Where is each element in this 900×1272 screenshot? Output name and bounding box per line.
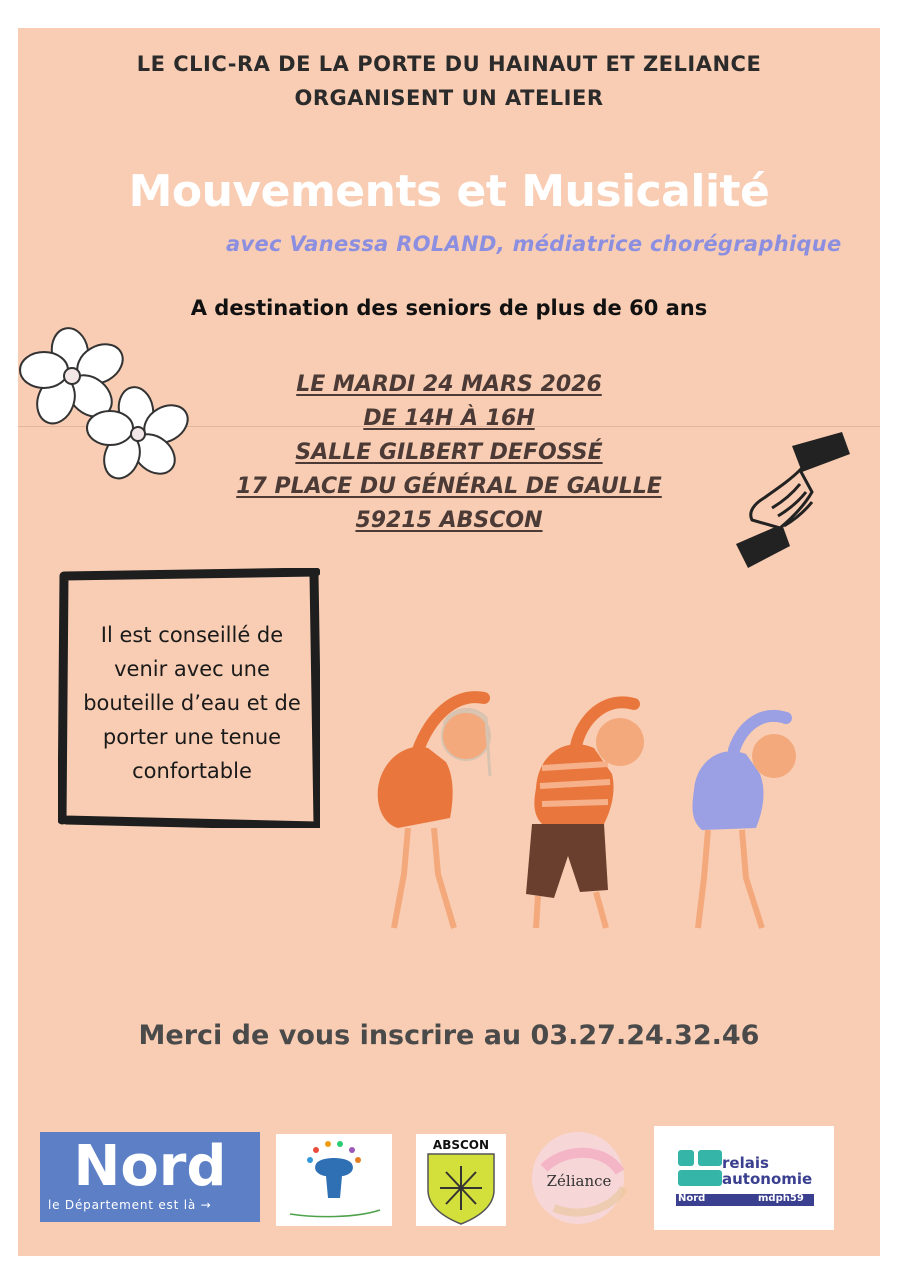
- nord-tagline: le Département est là →: [48, 1198, 212, 1212]
- event-address: 17 PLACE DU GÉNÉRAL DE GAULLE: [236, 474, 662, 499]
- event-city: 59215 ABSCON: [355, 508, 543, 533]
- header-line-1: LE CLIC-RA DE LA PORTE DU HAINAUT ET ZELIANCE: [136, 52, 762, 76]
- relais-word: relais: [722, 1154, 769, 1172]
- nord-logo: [40, 1132, 260, 1222]
- zeliance-logo: [524, 1128, 636, 1228]
- autonomie-word: autonomie: [722, 1170, 813, 1188]
- advice-text: Il est conseillé de venir avec une bouteille d’eau et de porter une tenue confortable: [83, 623, 301, 783]
- zeliance-word: Zéliance: [546, 1172, 612, 1190]
- registration-line: Merci de vous inscrire au 03.27.24.32.46: [138, 1020, 760, 1051]
- nord-word: Nord: [73, 1134, 227, 1199]
- handshake-icon: [730, 428, 855, 573]
- event-time: DE 14H À 16H: [363, 406, 535, 431]
- relais-nord: Nord: [678, 1193, 706, 1204]
- advice-box: [58, 568, 320, 828]
- relais-autonomie-logo: [654, 1126, 834, 1230]
- tree-icon: [276, 1134, 392, 1226]
- abscon-logo: [416, 1134, 506, 1226]
- event-date: LE MARDI 24 MARS 2026: [296, 372, 602, 397]
- relais-mdph: mdph59: [758, 1193, 804, 1204]
- abscon-label: ABSCON: [432, 1138, 490, 1152]
- workshop-title: Mouvements et Musicalité: [128, 166, 770, 217]
- audience-line: A destination des seniors de plus de 60 ans: [190, 296, 708, 320]
- header-line-2: ORGANISENT UN ATELIER: [294, 86, 604, 110]
- event-venue: SALLE GILBERT DEFOSSÉ: [295, 440, 603, 465]
- flyer: [18, 28, 880, 1256]
- senior-figure-icon: [358, 678, 798, 943]
- speaker-line: avec Vanessa ROLAND, médiatrice chorégraphique: [226, 232, 842, 256]
- tree-logo: [276, 1134, 392, 1226]
